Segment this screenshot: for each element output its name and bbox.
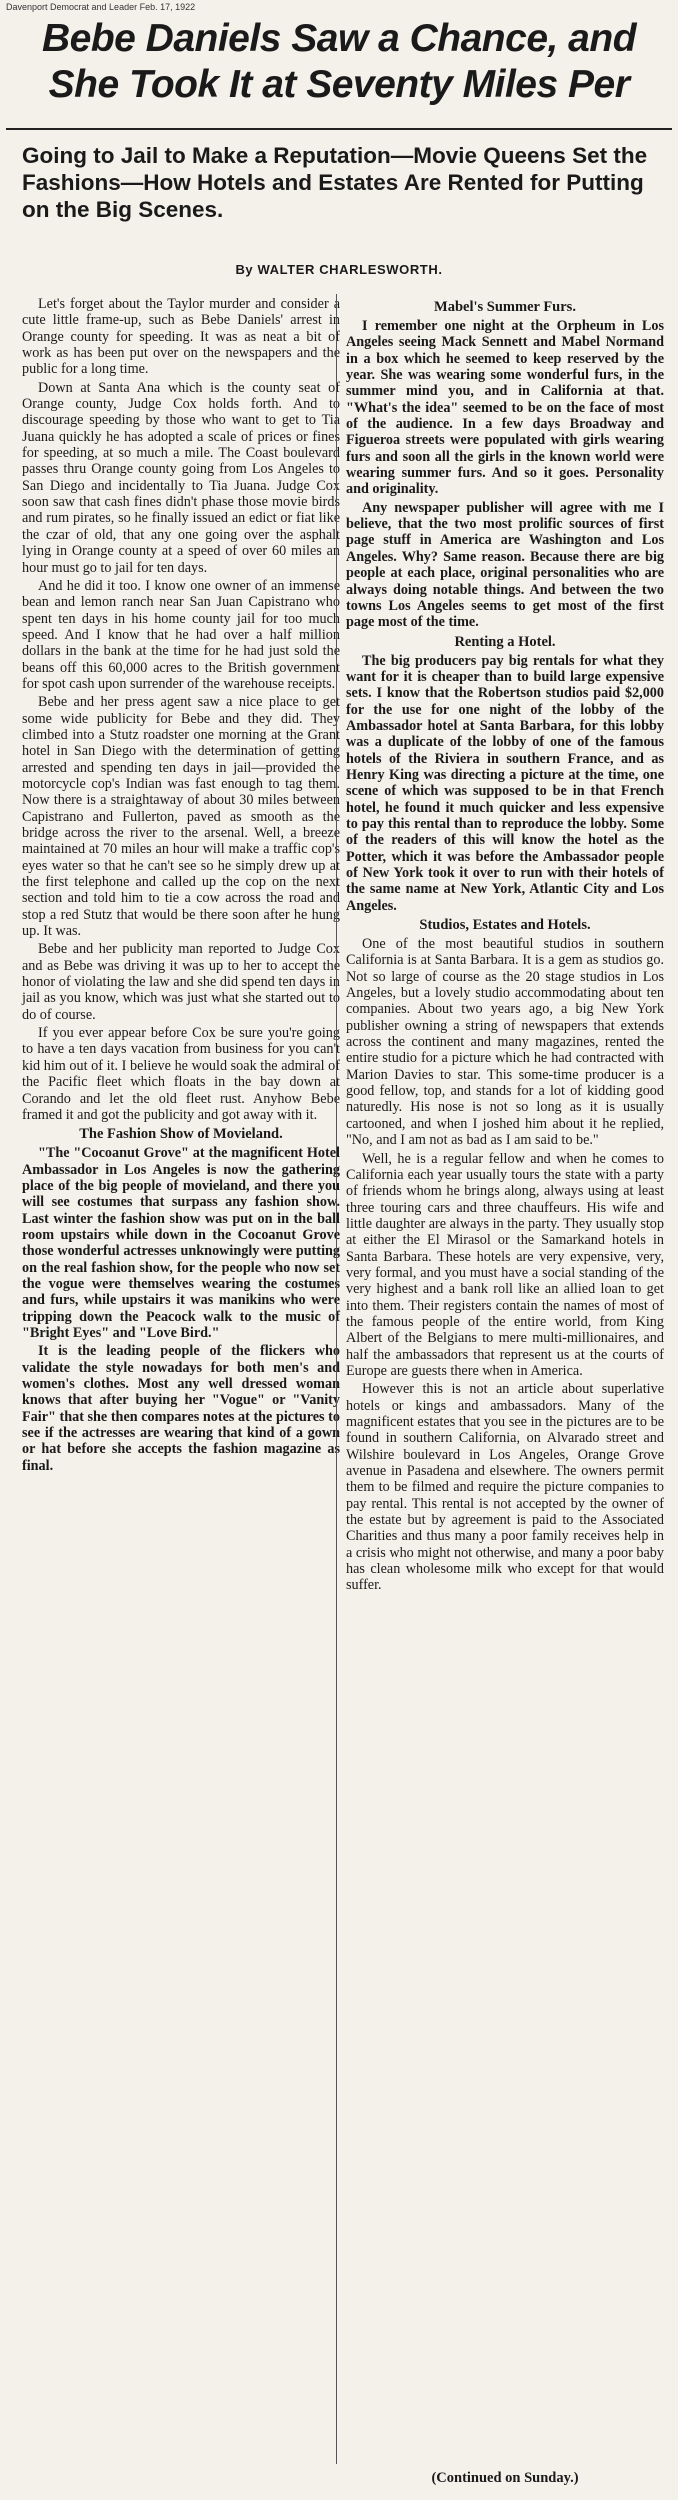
column-divider [336, 294, 337, 2464]
article-paragraph: If you ever appear before Cox be sure you're going to have a ten days vacation from business for you can't kid him out of it. I believe he would soak the admiral of the Pacific fleet which floats in the bay down at Corando and let the old fleet rust. Anyhow Bebe framed it and got the publicity and got away with it. [22, 1025, 340, 1123]
article-paragraph: The big producers pay big rentals for what they want for it is cheaper than to build large expensive sets. I know that the Robertson studios paid $2,000 for the use for one night of the lobby of the Ambassador hotel at Santa Barbara, for this lobby was a duplicate of the lobby of one of the famous hotels of the Riviera in southern France, and as Henry King was directing a picture at the time, one scene of which was supposed to be in that French hotel, he found it much quicker and less expensive to pay this rental than to reproduce the lobby. Some of the readers of this will know the hotel as the Potter, which it was before the Ambassador people of New York took it over to run with their hotels of the same name at New York, Atlantic City and Los Angeles. [346, 652, 664, 914]
article-paragraph: Any newspaper publisher will agree with me I believe, that the two most prolific sources of first page stuff in America are Washington and Los Angeles. Why? Same reason. Because there are big people at each place, original personalities who are always doing notable things. And between the two towns Los Angeles seems to get most of the first page most of the time. [346, 499, 664, 631]
headline: Bebe Daniels Saw a Chance, and She Took It at Seventy Miles Per [41, 17, 637, 106]
section-heading: Mabel's Summer Furs. [434, 299, 576, 315]
byline: By WALTER CHARLESWORTH. [235, 262, 443, 277]
article-column-right [346, 296, 664, 1596]
article-paragraph: Down at Santa Ana which is the county seat of Orange county, Judge Cox holds forth. And to discourage speeding by those who want to get to Tia Juana quickly he has adopted a scale of prices or fines for speeding, at so much a mile. The Coast boulevard passes thru Orange county going from Los Angeles to San Diego and incidentally to Tia Juana. Judge Cox soon saw that cash fines didn't phase those movie birds and rum pirates, so he finally issued an edict or fiat like the czar of old, that any one going over the asphalt lying in Orange county at a speed of over 60 miles an hour must go to jail for ten days. [22, 379, 340, 576]
headline-rule [6, 128, 672, 130]
article-paragraph: It is the leading people of the flickers who validate the style nowadays for both men's and women's clothes. Most any well dressed woman knows that after buying her "Vogue" or "Vanity Fair" that she then compares notes at the pictures to see if the actresses are wearing that kind of a gown or hat before she accepts the fashion magazine as final. [22, 1343, 340, 1474]
continued-notice: (Continued on Sunday.) [431, 2470, 579, 2486]
article-paragraph: "The "Cocoanut Grove" at the magnificent Hotel Ambassador in Los Angeles is now the gathering place of the big people of movieland, and there you will see costumes that surpass any fashion show. Last winter the fashion show was put on in the ball room upstairs while down in the Cocoanut Grove those wonderful actresses unknowingly were putting on the real fashion show, for the people who now set the vogue were themselves wearing the costumes and furs, while upstairs it was manikins who were tripping down the Peacock walk to the music of "Bright Eyes" and "Love Bird." [22, 1145, 340, 1341]
article-paragraph: Bebe and her press agent saw a nice place to get some wide publicity for Bebe and they did. They climbed into a Stutz roadster one morning at the Grant hotel in San Diego with the determination of getting arrested and spending ten days in jail—provided the motorcycle cop's Indian was fast enough to tag them. Now there is a straightaway of about 30 miles between Capistrano and Fullerton, paved as smooth as the bridge across the river to the arsenal. Well, a breeze maintained at 70 miles an hour will make a traffic cop's eyes water so that he can't see so he simply drew up at the first telephone and called up the cop on the next section and told him to tie a cow across the road and stop a red Stutz that would be there soon after he hung up. It was. [22, 694, 340, 940]
article-paragraph: I remember one night at the Orpheum in Los Angeles seeing Mack Sennett and Mabel Normand in a box which he seemed to keep reserved by the year. She was wearing some wonderful furs, in the summer mind you, and in California at that. "What's the idea" seemed to be on the face of most of the audience. In a few days Broadway and Figueroa streets were populated with girls wearing furs and soon all the girls in the known world were wearing summer furs. And so it goes. Personality and originality. [346, 318, 664, 498]
article-paragraph: Let's forget about the Taylor murder and consider a cute little frame-up, such as Bebe Daniels' arrest in Orange county for speeding. It was as neat a bit of work as has been put over on the newspapers and the public for a long time. [22, 296, 340, 378]
article-paragraph: One of the most beautiful studios in southern California is at Santa Barbara. It is a gem as studios go. Not so large of course as the 20 stage studios in Los Angeles, but a lovely studio accommodating about ten companies. About two years ago, a big New York publisher owning a string of newspapers that extends across the continent and many magazines, rented the entire studio for a picture which he had contracted with Marion Davies to star. This some-time producer is a good fellow, top, and stands for a lot of kidding good naturedly. His nose is not so long as it is usually cartooned, and when I joshed him about it he replied, "No, and I am not as bad as I am said to be." [346, 936, 664, 1149]
article-paragraph: Bebe and her publicity man reported to Judge Cox and as Bebe was driving it was up to her to accept the honor of violating the law and she did spend ten days in jail as you know, which was just what she started out to do of course. [22, 941, 340, 1023]
section-heading: Studios, Estates and Hotels. [419, 917, 591, 934]
article-paragraph: And he did it too. I know one owner of an immense bean and lemon ranch near San Juan Capistrano who spent ten days in his home county jail for too much speed. And I know that he had over a half million dollars in the bank at the time for he had just sold the beans off this 60,000 acres to the British government for spot cash upon surrender of the warehouse receipts. [22, 577, 340, 692]
article-column-left [22, 296, 340, 1476]
article-paragraph: However this is not an article about superlative hotels or kings and ambassadors. Many of the magnificent estates that you see in the pictures are to be found in southern California, on Alvarado street and Wilshire boulevard in Los Angeles, Orange Grove avenue in Pasadena and elsewhere. The owners permit them to be filmed and require the picture companies to pay rental. This rental is not accepted by the owner of the estate but by agreement is paid to the Associated Charities and thus many a poor family receives help in a crisis who might not otherwise, and many a poor baby has clean wholesome milk who except for that would suffer. [346, 1381, 664, 1594]
section-heading: Renting a Hotel. [454, 633, 556, 650]
section-heading: The Fashion Show of Movieland. [79, 1126, 283, 1143]
article-paragraph: Well, he is a regular fellow and when he comes to California each year usually tours the state with a party of friends whom he brings along, always using at least three touring cars and three chauffeurs. His wife and little daughter are always in the party. They usually stop at either the El Mirasol or the Samarkand hotels in Santa Barbara. These hotels are very expensive, very, very formal, and you must have a social standing of the very highest and a bank roll like an allied loan to get into them. Their registers contain the names of most of the famous people of the entire world, from King Albert of the Belgians to mere multi-millionaires, and half the ambassadors that represent us at the courts of Europe are guests there when in America. [346, 1150, 664, 1379]
masthead: Davenport Democrat and Leader Feb. 17, 1922 [6, 2, 196, 12]
deck-subheadline: Going to Jail to Make a Reputation—Movie Queens Set the Fashions—How Hotels and Estates Are Rented for Putting on the Big Scenes. [22, 143, 648, 222]
